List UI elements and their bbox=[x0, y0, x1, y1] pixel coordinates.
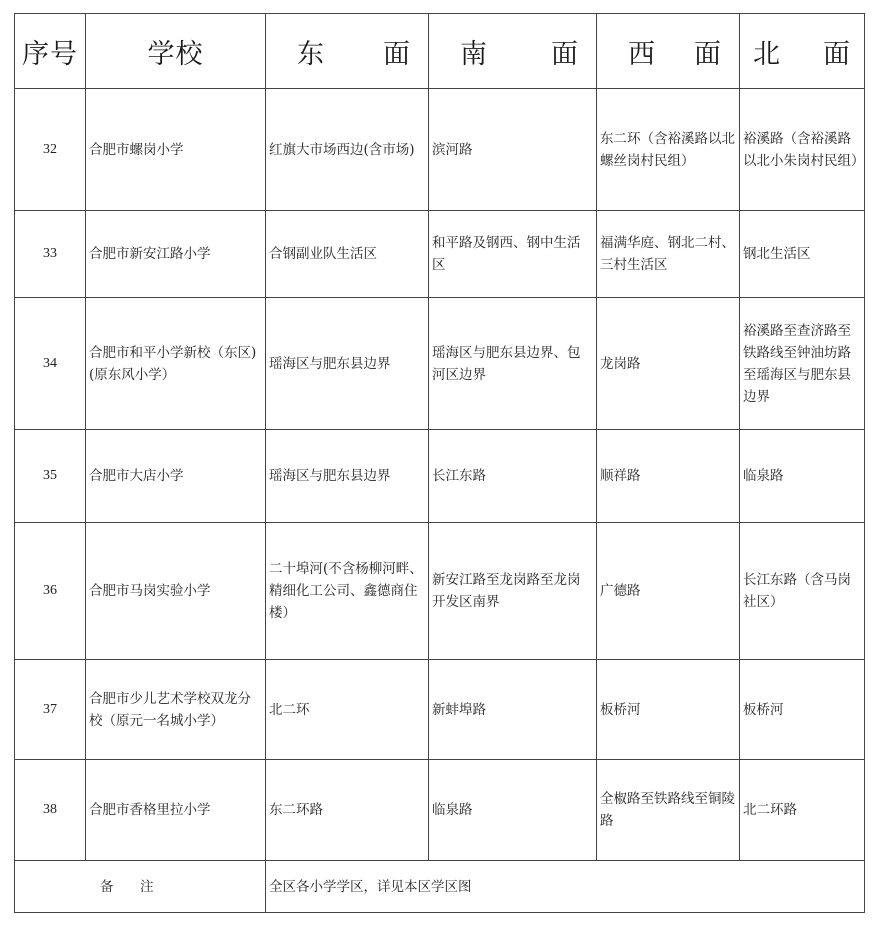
row-east: 合钢副业队生活区 bbox=[266, 211, 429, 298]
school-district-table bbox=[14, 13, 865, 913]
row-school: 合肥市和平小学新校（东区)(原东风小学） bbox=[86, 298, 266, 430]
row-school: 合肥市香格里拉小学 bbox=[86, 760, 266, 861]
row-south: 临泉路 bbox=[429, 760, 597, 861]
header-north: 北 面 bbox=[740, 14, 865, 89]
table-row bbox=[15, 298, 865, 430]
row-west: 顺祥路 bbox=[597, 430, 740, 523]
row-west: 板桥河 bbox=[597, 660, 740, 760]
row-south: 瑶海区与肥东县边界、包河区边界 bbox=[429, 298, 597, 430]
row-west: 福满华庭、钢北二村、三村生活区 bbox=[597, 211, 740, 298]
table-row bbox=[15, 660, 865, 760]
table-row bbox=[15, 430, 865, 523]
row-south: 新安江路至龙岗路至龙岗开发区南界 bbox=[429, 523, 597, 660]
row-east: 二十埠河(不含杨柳河畔、精细化工公司、鑫德商住楼） bbox=[266, 523, 429, 660]
row-index: 33 bbox=[15, 211, 86, 298]
row-north: 裕溪路至查济路至铁路线至钟油坊路至瑶海区与肥东县边界 bbox=[740, 298, 865, 430]
row-west: 龙岗路 bbox=[597, 298, 740, 430]
table-row bbox=[15, 523, 865, 660]
row-north: 板桥河 bbox=[740, 660, 865, 760]
row-south: 滨河路 bbox=[429, 89, 597, 211]
row-east: 红旗大市场西边(含市场) bbox=[266, 89, 429, 211]
header-school: 学校 bbox=[86, 14, 266, 89]
table-row bbox=[15, 760, 865, 861]
remarks-row bbox=[15, 861, 865, 913]
row-west: 全椒路至铁路线至铜陵路 bbox=[597, 760, 740, 861]
row-south: 长江东路 bbox=[429, 430, 597, 523]
row-index: 36 bbox=[15, 523, 86, 660]
row-index: 34 bbox=[15, 298, 86, 430]
row-north: 钢北生活区 bbox=[740, 211, 865, 298]
header-index: 序号 bbox=[15, 14, 86, 89]
header-west: 西 面 bbox=[597, 14, 740, 89]
row-school: 合肥市大店小学 bbox=[86, 430, 266, 523]
row-index: 32 bbox=[15, 89, 86, 211]
row-north: 裕溪路（含裕溪路以北小朱岗村民组） bbox=[740, 89, 865, 211]
row-school: 合肥市少儿艺术学校双龙分校（原元一名城小学） bbox=[86, 660, 266, 760]
row-index: 35 bbox=[15, 430, 86, 523]
remarks-label: 备 注 bbox=[15, 861, 266, 913]
row-north: 临泉路 bbox=[740, 430, 865, 523]
row-school: 合肥市马岗实验小学 bbox=[86, 523, 266, 660]
row-index: 37 bbox=[15, 660, 86, 760]
header-east: 东 面 bbox=[266, 14, 429, 89]
header-row bbox=[15, 14, 865, 89]
row-west: 东二环（含裕溪路以北螺丝岗村民组） bbox=[597, 89, 740, 211]
row-east: 瑶海区与肥东县边界 bbox=[266, 430, 429, 523]
row-east: 北二环 bbox=[266, 660, 429, 760]
header-south: 南 面 bbox=[429, 14, 597, 89]
table-row bbox=[15, 89, 865, 211]
row-north: 北二环路 bbox=[740, 760, 865, 861]
row-north: 长江东路（含马岗社区） bbox=[740, 523, 865, 660]
row-west: 广德路 bbox=[597, 523, 740, 660]
row-south: 和平路及钢西、钢中生活区 bbox=[429, 211, 597, 298]
row-east: 瑶海区与肥东县边界 bbox=[266, 298, 429, 430]
row-school: 合肥市新安江路小学 bbox=[86, 211, 266, 298]
remarks-note: 全区各小学学区，详见本区学区图 bbox=[266, 861, 865, 913]
row-index: 38 bbox=[15, 760, 86, 861]
table-row bbox=[15, 211, 865, 298]
row-school: 合肥市螺岗小学 bbox=[86, 89, 266, 211]
row-east: 东二环路 bbox=[266, 760, 429, 861]
row-south: 新蚌埠路 bbox=[429, 660, 597, 760]
